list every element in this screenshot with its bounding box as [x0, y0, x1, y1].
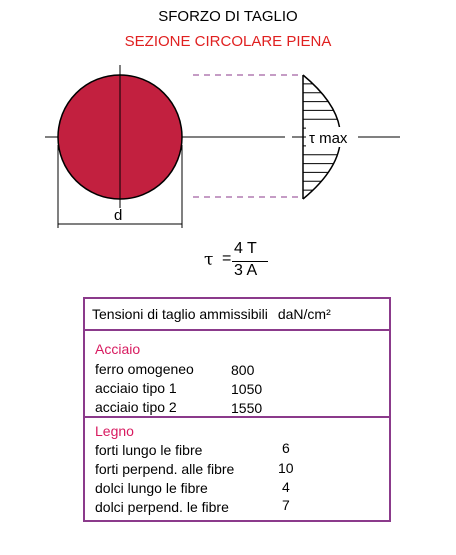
table-row-value: 7 [282, 497, 290, 513]
formula-numerator: 4 T [234, 240, 257, 257]
group-title-legno: Legno [95, 423, 134, 439]
tau-max-label: τ max [309, 130, 348, 147]
formula-tau: τ [204, 250, 214, 270]
formula-equals: = [222, 250, 232, 267]
table-row-value: 1050 [231, 381, 263, 397]
table-row-value: 1550 [231, 400, 263, 416]
table-row-label: forti lungo le fibre [95, 442, 203, 458]
page-title: SFORZO DI TAGLIO [158, 8, 298, 25]
table-row-label: acciaio tipo 2 [95, 399, 177, 415]
table-row-label: acciaio tipo 1 [95, 380, 177, 396]
allowable-stress-table [83, 297, 391, 522]
table-row-value: 6 [282, 440, 290, 456]
page-subtitle: SEZIONE CIRCOLARE PIENA [124, 33, 332, 50]
table-divider [85, 416, 389, 418]
shear-formula [204, 240, 274, 284]
table-row-label: ferro omogeneo [95, 361, 194, 377]
table-header-title: Tensioni di taglio ammissibili [92, 306, 268, 322]
table-row-value: 10 [278, 460, 294, 476]
group-title-acciaio: Acciaio [95, 341, 141, 357]
table-row-value: 800 [231, 362, 255, 378]
table-header-unit: daN/cm² [277, 306, 331, 322]
table-row-label: forti perpend. alle fibre [95, 461, 235, 477]
table-row-label: dolci lungo le fibre [95, 480, 208, 496]
table-row-label: dolci perpend. le fibre [95, 499, 229, 515]
diameter-label: d [114, 207, 123, 224]
table-header [85, 299, 389, 331]
table-row-value: 4 [282, 479, 290, 495]
formula-denominator: 3 A [234, 262, 258, 279]
